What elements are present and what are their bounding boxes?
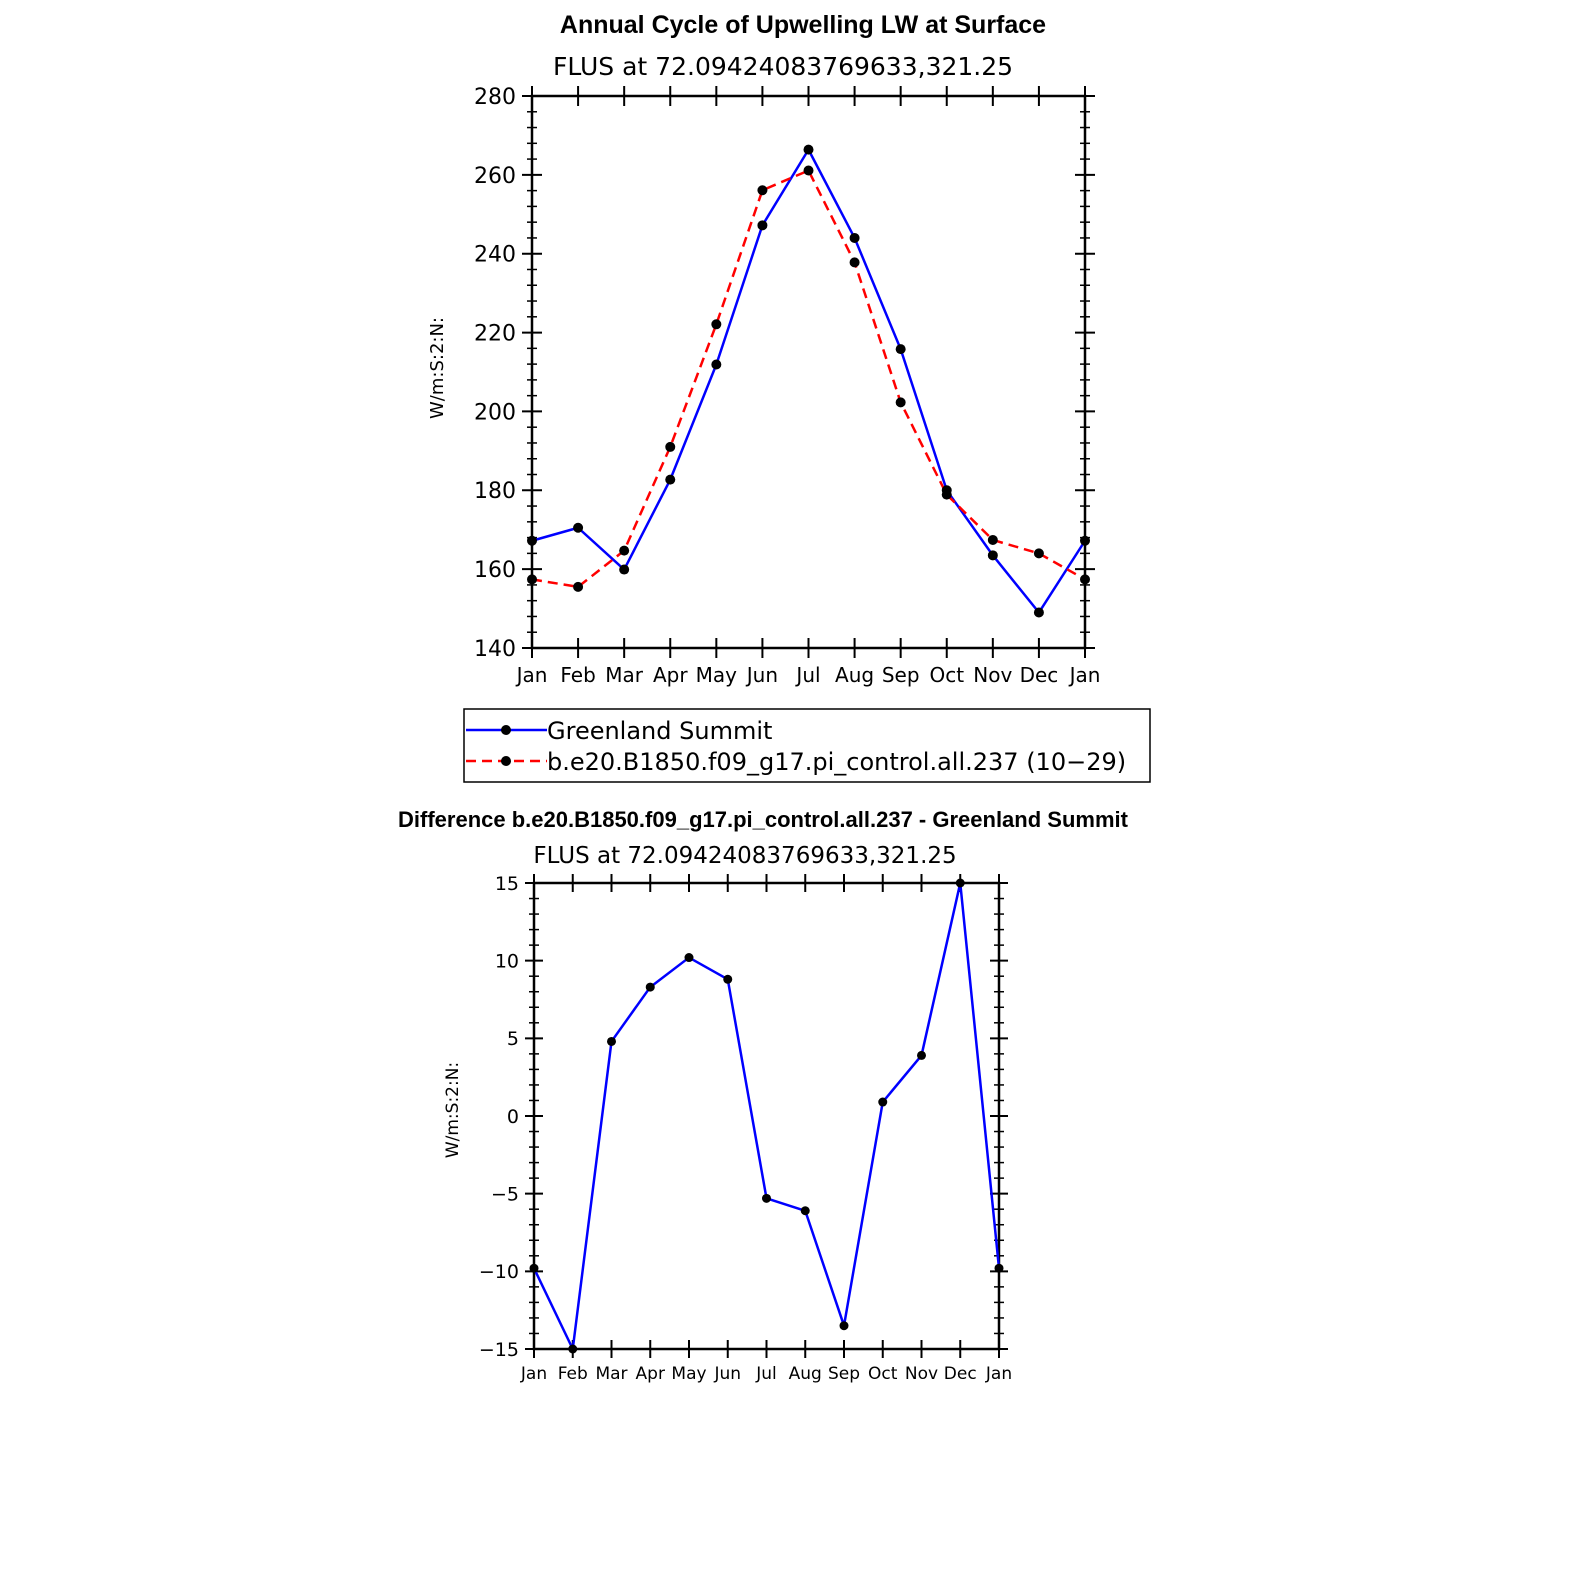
chart2-xtick-label: Dec (943, 1364, 977, 1384)
chart2-ytick-label: 15 (494, 872, 519, 895)
chart1-series-1-point (1034, 608, 1044, 618)
chart1-series-2-point (1034, 548, 1044, 558)
chart2-ytick-label: 0 (506, 1105, 519, 1128)
chart1-xtick-label: Dec (1019, 663, 1059, 687)
chart1-xtick-label: May (695, 663, 738, 687)
chart1-series-1-point (988, 550, 998, 560)
chart1-series-2-point (757, 185, 767, 195)
chart2-xtick-label: Nov (904, 1364, 939, 1384)
chart1-xtick-label: Jul (796, 663, 821, 687)
chart1-xtick-label: Oct (929, 663, 965, 687)
chart2-xtick-label: Jun (714, 1364, 742, 1384)
chart1-series-1-point (527, 536, 537, 546)
chart2-xtick-label: Mar (595, 1364, 628, 1384)
chart1-xtick-label: Jan (516, 663, 548, 687)
chart1-xtick-label: Feb (560, 663, 596, 687)
legend-marker-series-1 (501, 725, 511, 735)
chart2-ytick-label: 10 (494, 950, 519, 973)
chart1-xtick-label: Sep (881, 663, 920, 687)
chart2-xtick-label: Jan (520, 1364, 548, 1384)
chart2-xtick-label: Apr (635, 1364, 665, 1384)
chart2-series-1-line (534, 883, 999, 1349)
chart1-ytick-label: 180 (474, 479, 516, 505)
chart2-series-1-point (917, 1051, 926, 1060)
chart1-series-2-line (532, 171, 1085, 587)
chart1-series-1-point (619, 565, 629, 575)
chart1-legend (464, 709, 1150, 782)
chart2-series-1-point (646, 983, 655, 992)
chart2-series-1-point (995, 1264, 1004, 1273)
chart2-ytick-label: −15 (478, 1338, 519, 1361)
chart2-ytick-label: 5 (506, 1028, 519, 1051)
chart2-xtick-label: Feb (557, 1364, 588, 1384)
chart1-series-1-point (896, 344, 906, 354)
chart1-series-2-point (988, 535, 998, 545)
chart1-series-1-point (804, 145, 814, 155)
chart1-ytick-label: 260 (474, 163, 516, 189)
chart2-ytick-label: −5 (490, 1183, 519, 1206)
chart2-series-1-point (840, 1321, 849, 1330)
chart2-series-1-point (956, 879, 965, 888)
chart1-title: Annual Cycle of Upwelling LW at Surface (559, 11, 1047, 39)
chart1-ytick-label: 140 (474, 636, 516, 662)
chart2-series-1-point (762, 1194, 771, 1203)
chart2-series-1-point (878, 1098, 887, 1107)
chart1-series-1-point (757, 220, 767, 230)
chart1-series-2-point (665, 442, 675, 452)
chart2-xtick-label: Jan (985, 1364, 1013, 1384)
chart2-y-axis-label: W/m:S:2:N: (443, 1061, 463, 1159)
chart2-series-1-point (685, 953, 694, 962)
chart2-series-1-point (530, 1264, 539, 1273)
chart1-ytick-label: 200 (474, 400, 516, 426)
chart2-subtitle: FLUS at 72.09424083769633,321.25 (533, 843, 957, 869)
chart1-series-1-point (573, 523, 583, 533)
chart1-xtick-label: Nov (973, 663, 1013, 687)
chart2-frame (534, 883, 999, 1349)
chart1-series-1-point (850, 233, 860, 243)
chart1-xtick-label: Apr (652, 663, 688, 687)
chart2-xtick-label: Oct (868, 1364, 898, 1384)
chart1-ytick-label: 220 (474, 321, 516, 347)
chart1-series-2-point (850, 257, 860, 267)
chart2-xtick-label: Sep (827, 1364, 861, 1384)
chart1-y-axis-label: W/m:S:2:N: (427, 317, 448, 419)
chart1-series-1-point (665, 475, 675, 485)
chart1-plot (474, 85, 1100, 687)
chart2-plot (479, 873, 1012, 1384)
chart1-series-1-point (1080, 536, 1090, 546)
chart2-series-1-point (801, 1206, 810, 1215)
chart1-xtick-label: Aug (835, 663, 875, 687)
chart1-xtick-label: Jan (1069, 663, 1101, 687)
chart1-ytick-label: 280 (474, 84, 516, 110)
chart1-series-2-point (804, 166, 814, 176)
chart1-series-2-point (619, 546, 629, 556)
chart2-xtick-label: Jul (756, 1364, 777, 1384)
chart1-ytick-label: 160 (474, 558, 516, 584)
chart2-series-1-point (723, 975, 732, 984)
chart1-ytick-label: 240 (474, 242, 516, 268)
chart1-series-2-point (573, 582, 583, 592)
chart1-subtitle: FLUS at 72.09424083769633,321.25 (552, 52, 1014, 81)
chart2-ytick-label: −10 (478, 1261, 519, 1284)
chart2-series-1-point (568, 1345, 577, 1354)
chart1-xtick-label: Mar (605, 663, 644, 687)
chart1-xtick-label: Jun (746, 663, 779, 687)
legend-label-series-1: Greenland Summit (547, 717, 773, 745)
chart1-series-2-point (711, 319, 721, 329)
chart1-series-2-point (527, 574, 537, 584)
chart2-title: Difference b.e20.B1850.f09_g17.pi_control.all.237 - Greenland Summit (398, 807, 1128, 832)
chart2-series-1-point (607, 1037, 616, 1046)
legend-label-series-2: b.e20.B1850.f09_g17.pi_control.all.237 (10−29) (547, 748, 1127, 776)
chart2-xtick-label: Aug (788, 1364, 822, 1384)
chart1-series-2-point (1080, 574, 1090, 584)
chart2-xtick-label: May (671, 1364, 707, 1384)
chart1-series-2-point (942, 490, 952, 500)
legend-marker-series-2 (501, 756, 511, 766)
chart1-series-1-point (711, 360, 721, 370)
chart1-series-2-point (896, 397, 906, 407)
